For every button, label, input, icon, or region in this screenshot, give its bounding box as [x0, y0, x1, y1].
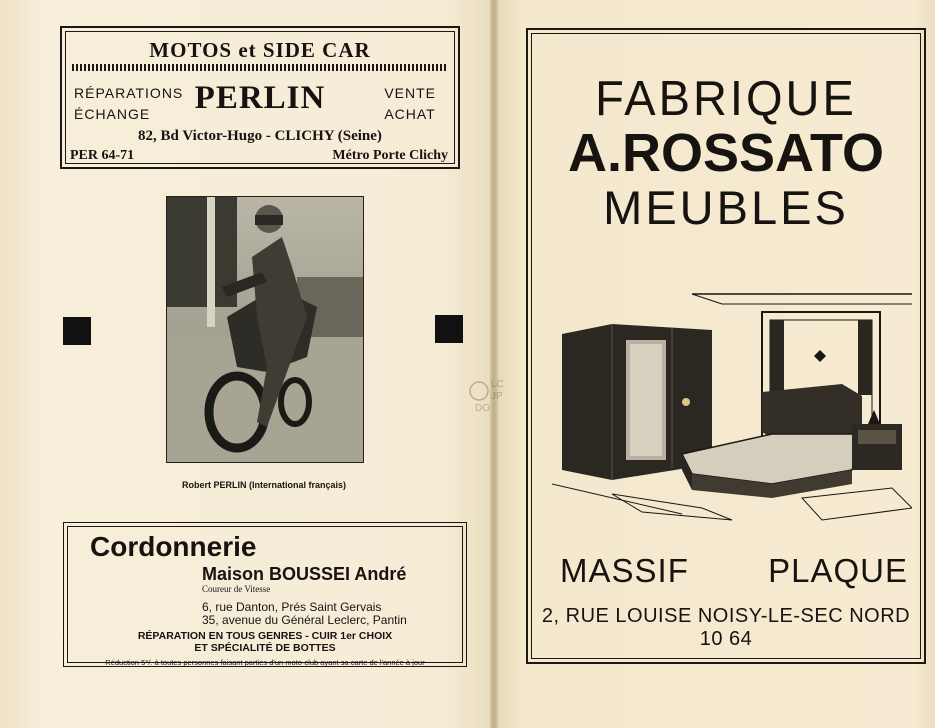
cordonnerie-subtitle: Coureur de Vitesse	[202, 584, 271, 594]
perlin-services-right	[384, 83, 436, 125]
perlin-address: 82, Bd Victor-Hugo - CLICHY (Seine)	[138, 128, 382, 144]
rossato-name: A.ROSSATO	[567, 123, 885, 183]
right-black-square	[435, 315, 463, 343]
rossato-advertisement	[526, 28, 926, 664]
rossato-massif: MASSIF	[560, 552, 689, 589]
cordonnerie-maison: Maison BOUSSEI André	[202, 564, 407, 584]
book-gutter	[490, 0, 498, 728]
library-stamp-icon	[467, 373, 513, 415]
svg-text:LC: LC	[491, 379, 504, 390]
cordonnerie-inner-border	[67, 526, 463, 667]
svg-text:JP: JP	[491, 391, 503, 402]
perlin-echange: ÉCHANGE	[74, 106, 151, 122]
motorcycle-photo	[166, 196, 364, 463]
rossato-plaque: PLAQUE	[768, 552, 908, 589]
cordonnerie-reduction: Réduction 5°/. à toutes personnes faisant parties d'un moto-club ayant sa carte de l'année à jour	[105, 658, 425, 667]
perlin-hatched-rule	[72, 64, 448, 71]
perlin-header: MOTOS et SIDE CAR	[149, 38, 371, 62]
left-black-square	[63, 317, 91, 345]
bedroom-furniture-illustration	[552, 284, 912, 524]
cordonnerie-address-2: 35, avenue du Général Leclerc, Pantin	[202, 613, 407, 627]
perlin-achat: ACHAT	[384, 106, 436, 122]
cordonnerie-advertisement	[63, 522, 467, 667]
rossato-inner-border	[531, 33, 921, 659]
motorcycle-rider-illustration	[167, 197, 363, 462]
perlin-advertisement	[60, 26, 460, 169]
svg-text:DO: DO	[475, 403, 490, 414]
rossato-fabrique: FABRIQUE	[595, 69, 857, 126]
perlin-name: PERLIN	[194, 80, 326, 116]
perlin-vente: VENTE	[384, 85, 436, 101]
perlin-inner-border	[65, 31, 455, 164]
perlin-metro: Métro Porte Clichy	[332, 148, 448, 163]
cordonnerie-title: Cordonnerie	[90, 531, 257, 562]
cordonnerie-repair-line-2: ET SPÉCIALITÉ DE BOTTES	[194, 642, 336, 654]
perlin-reparations: RÉPARATIONS	[74, 85, 184, 101]
perlin-phone: PER 64-71	[70, 148, 135, 163]
cordonnerie-repair-line-1: RÉPARATION EN TOUS GENRES - CUIR 1er CHOIX	[137, 630, 393, 642]
photo-caption: Robert PERLIN (International français)	[181, 480, 347, 490]
rossato-address: 2, RUE LOUISE NOISY-LE-SEC NORD 10 64	[541, 605, 911, 650]
rossato-meubles: MEUBLES	[603, 181, 849, 234]
cordonnerie-address-1: 6, rue Danton, Prés Saint Gervais	[202, 600, 382, 614]
